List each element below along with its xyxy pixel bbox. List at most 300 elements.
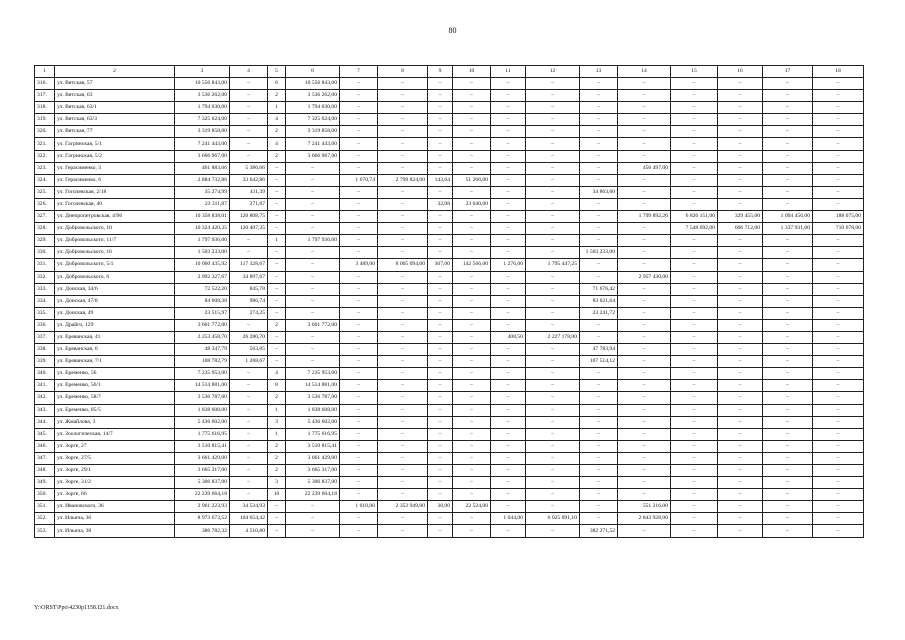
column-header: 18	[813, 66, 864, 78]
value-cell: –	[580, 404, 618, 416]
value-cell: –	[763, 465, 813, 477]
value-cell: –	[378, 428, 428, 440]
value-cell: –	[580, 259, 618, 271]
value-cell: –	[453, 283, 491, 295]
table-row	[35, 186, 864, 198]
value-cell: 10 556 843,00	[175, 78, 230, 90]
value-cell: 1 775 616,95	[175, 428, 230, 440]
column-header: 14	[618, 66, 671, 78]
value-cell: 2 957 430,00	[618, 271, 671, 283]
table-row	[35, 319, 864, 331]
value-cell: –	[718, 295, 763, 307]
value-cell: –	[453, 102, 491, 114]
value-cell: –	[453, 416, 491, 428]
value-cell: –	[718, 344, 763, 356]
value-cell: –	[428, 344, 453, 356]
value-cell: 14 514 881,00	[286, 380, 340, 392]
value-cell: 3 661 429,00	[286, 452, 340, 464]
value-cell: –	[268, 525, 286, 537]
value-cell: 2	[268, 126, 286, 138]
value-cell: 845,78	[230, 283, 268, 295]
value-cell: –	[230, 126, 268, 138]
value-cell: –	[428, 307, 453, 319]
column-header: 5	[268, 66, 286, 78]
value-cell: –	[428, 525, 453, 537]
value-cell: –	[813, 331, 864, 343]
value-cell: –	[671, 368, 718, 380]
value-cell: 107 514,12	[580, 356, 618, 368]
row-number-cell: 340.	[35, 368, 55, 380]
value-cell: –	[813, 477, 864, 489]
value-cell: –	[491, 174, 526, 186]
value-cell: –	[763, 319, 813, 331]
value-cell: 22 239 664,18	[286, 489, 340, 501]
value-cell: –	[268, 295, 286, 307]
value-cell: –	[813, 440, 864, 452]
value-cell: –	[286, 223, 340, 235]
value-cell: –	[671, 465, 718, 477]
value-cell: –	[378, 513, 428, 525]
value-cell: –	[286, 186, 340, 198]
value-cell: 1 044,00	[491, 513, 526, 525]
value-cell: –	[491, 126, 526, 138]
row-number-cell: 351.	[35, 501, 55, 513]
value-cell: 4	[268, 114, 286, 126]
value-cell: –	[618, 416, 671, 428]
table-row	[35, 307, 864, 319]
value-cell: –	[813, 78, 864, 90]
value-cell: –	[491, 501, 526, 513]
value-cell: –	[378, 211, 428, 223]
value-cell: –	[428, 356, 453, 368]
value-cell: –	[813, 392, 864, 404]
value-cell: 3 536 262,00	[286, 90, 340, 102]
row-number-cell: 339.	[35, 356, 55, 368]
value-cell: –	[268, 247, 286, 259]
table-row	[35, 440, 864, 452]
value-cell: –	[718, 174, 763, 186]
value-cell: –	[763, 114, 813, 126]
value-cell: –	[718, 259, 763, 271]
value-cell: –	[491, 344, 526, 356]
value-cell: 35 274,99	[175, 186, 230, 198]
value-cell: 408,50	[491, 331, 526, 343]
value-cell: 1 503 233,00	[580, 247, 618, 259]
value-cell: 7 241 443,00	[175, 138, 230, 150]
column-header: 13	[580, 66, 618, 78]
value-cell: 1	[268, 235, 286, 247]
value-cell: 4	[268, 138, 286, 150]
value-cell: –	[813, 186, 864, 198]
value-cell: –	[618, 138, 671, 150]
row-number-cell: 343.	[35, 404, 55, 416]
value-cell: –	[618, 525, 671, 537]
value-cell: 3 661 429,00	[175, 452, 230, 464]
value-cell: –	[763, 477, 813, 489]
value-cell: –	[618, 283, 671, 295]
value-cell: 551 216,00	[618, 501, 671, 513]
value-cell: –	[230, 416, 268, 428]
value-cell: –	[813, 368, 864, 380]
value-cell: –	[230, 138, 268, 150]
value-cell: –	[718, 126, 763, 138]
value-cell: –	[491, 283, 526, 295]
value-cell: –	[813, 501, 864, 513]
value-cell: –	[453, 271, 491, 283]
value-cell: 4	[268, 368, 286, 380]
address-cell: ул. Днепропетровская, 4/96	[55, 211, 175, 223]
value-cell: –	[286, 271, 340, 283]
value-cell: –	[718, 380, 763, 392]
value-cell: –	[268, 307, 286, 319]
value-cell: –	[718, 452, 763, 464]
value-cell: 143,64	[428, 174, 453, 186]
row-number-cell: 352.	[35, 513, 55, 525]
value-cell: –	[618, 477, 671, 489]
value-cell: –	[813, 150, 864, 162]
value-cell: –	[453, 247, 491, 259]
value-cell: 34 897,67	[230, 271, 268, 283]
value-cell: 1 276,00	[491, 259, 526, 271]
value-cell: –	[378, 271, 428, 283]
value-cell: 6 025 091,10	[526, 513, 580, 525]
value-cell: –	[618, 344, 671, 356]
row-number-cell: 345.	[35, 428, 55, 440]
value-cell: –	[453, 428, 491, 440]
value-cell: –	[618, 319, 671, 331]
value-cell: –	[340, 138, 378, 150]
value-cell: 3 536 787,00	[175, 392, 230, 404]
value-cell: 1 797 936,00	[286, 235, 340, 247]
value-cell: 5 436 602,00	[175, 416, 230, 428]
value-cell: –	[378, 186, 428, 198]
table-row	[35, 102, 864, 114]
table-row	[35, 477, 864, 489]
value-cell: –	[526, 525, 580, 537]
value-cell: –	[428, 247, 453, 259]
value-cell: –	[340, 368, 378, 380]
row-number-cell: 346.	[35, 440, 55, 452]
value-cell: –	[268, 344, 286, 356]
value-cell: 2 799 824,00	[378, 174, 428, 186]
value-cell: –	[491, 295, 526, 307]
value-cell: –	[526, 392, 580, 404]
table-row	[35, 247, 864, 259]
value-cell: –	[340, 198, 378, 210]
value-cell: –	[428, 331, 453, 343]
value-cell: –	[453, 186, 491, 198]
value-cell: –	[453, 138, 491, 150]
value-cell: 26 280,70	[230, 331, 268, 343]
value-cell: –	[580, 380, 618, 392]
table-row	[35, 150, 864, 162]
value-cell: –	[340, 223, 378, 235]
value-cell: 3 665 317,00	[175, 465, 230, 477]
value-cell: –	[340, 525, 378, 537]
value-cell: 7 325 624,00	[286, 114, 340, 126]
value-cell: –	[286, 501, 340, 513]
value-cell: –	[763, 525, 813, 537]
value-cell: –	[813, 235, 864, 247]
address-cell: ул. Добровольского, 5/1	[55, 259, 175, 271]
address-cell: ул. Добровольского, 11/7	[55, 235, 175, 247]
value-cell: –	[526, 198, 580, 210]
value-cell: –	[580, 416, 618, 428]
table-row	[35, 392, 864, 404]
value-cell: –	[378, 380, 428, 392]
value-cell: –	[286, 259, 340, 271]
value-cell: –	[453, 465, 491, 477]
value-cell: –	[718, 283, 763, 295]
table-row	[35, 259, 864, 271]
value-cell: 2 843 928,00	[618, 513, 671, 525]
value-cell: –	[428, 428, 453, 440]
value-cell: –	[491, 235, 526, 247]
value-cell: 271,87	[230, 198, 268, 210]
value-cell: –	[268, 174, 286, 186]
value-cell: 710 678,00	[813, 223, 864, 235]
value-cell: 1	[268, 102, 286, 114]
column-header: 11	[491, 66, 526, 78]
table-row	[35, 174, 864, 186]
column-header: 12	[526, 66, 580, 78]
value-cell: 8 973 673,52	[175, 513, 230, 525]
value-cell: –	[268, 356, 286, 368]
column-header: 10	[453, 66, 491, 78]
value-cell: 3 665 317,00	[286, 465, 340, 477]
value-cell: –	[671, 150, 718, 162]
value-cell: 2 227 178,00	[526, 331, 580, 343]
value-cell: –	[428, 223, 453, 235]
address-cell: ул. Донская, 47/8	[55, 295, 175, 307]
value-cell: 1 337 931,00	[763, 223, 813, 235]
value-cell: 142 566,00	[453, 259, 491, 271]
value-cell: –	[340, 392, 378, 404]
table-row	[35, 416, 864, 428]
table-row	[35, 368, 864, 380]
value-cell: –	[340, 186, 378, 198]
value-cell: –	[491, 307, 526, 319]
column-header: 1	[35, 66, 55, 78]
value-cell: 84 608,38	[175, 295, 230, 307]
value-cell: –	[491, 489, 526, 501]
row-number-cell: 334.	[35, 295, 55, 307]
value-cell: 2 253 458,70	[175, 331, 230, 343]
value-cell: –	[813, 513, 864, 525]
value-cell: –	[491, 380, 526, 392]
column-header: 8	[378, 66, 428, 78]
value-cell: –	[378, 489, 428, 501]
value-cell: 986,74	[230, 295, 268, 307]
value-cell: –	[763, 416, 813, 428]
value-cell: –	[526, 174, 580, 186]
value-cell: –	[813, 283, 864, 295]
value-cell: 7 235 953,00	[286, 368, 340, 380]
value-cell: –	[378, 126, 428, 138]
value-cell: –	[671, 114, 718, 126]
value-cell: –	[268, 198, 286, 210]
address-cell: ул. Зорге, 29/1	[55, 465, 175, 477]
value-cell: 3 319 858,00	[286, 126, 340, 138]
value-cell: 2 352 949,00	[378, 501, 428, 513]
value-cell: –	[491, 356, 526, 368]
address-cell: ул. Ереванская, 41	[55, 331, 175, 343]
value-cell: 456 497,00	[618, 162, 671, 174]
value-cell: –	[230, 102, 268, 114]
value-cell: 1 838 608,00	[286, 404, 340, 416]
table-row	[35, 162, 864, 174]
address-cell: ул. Драйго, 129	[55, 319, 175, 331]
table-row	[35, 501, 864, 513]
value-cell: 23 311,87	[175, 198, 230, 210]
value-cell: –	[268, 501, 286, 513]
table-row	[35, 525, 864, 537]
value-cell: –	[286, 295, 340, 307]
value-cell: –	[580, 126, 618, 138]
value-cell: –	[580, 211, 618, 223]
value-cell: –	[671, 452, 718, 464]
value-cell: 51 266,00	[453, 174, 491, 186]
value-cell: 1 799 892,26	[618, 211, 671, 223]
value-cell: –	[491, 477, 526, 489]
value-cell: –	[340, 78, 378, 90]
value-cell: 2	[268, 452, 286, 464]
value-cell: –	[378, 150, 428, 162]
value-cell: –	[813, 465, 864, 477]
address-cell: ул. Ивановского, 36	[55, 501, 175, 513]
address-cell: ул. Вятская, 57	[55, 78, 175, 90]
address-cell: ул. Добровольского, 10	[55, 223, 175, 235]
value-cell: –	[491, 465, 526, 477]
value-cell: 386 782,32	[175, 525, 230, 537]
value-cell: 1 775 616,95	[286, 428, 340, 440]
value-cell: –	[526, 138, 580, 150]
value-cell: –	[813, 114, 864, 126]
value-cell: –	[453, 90, 491, 102]
value-cell: –	[618, 392, 671, 404]
address-cell: ул. Вятская, 63/1	[55, 102, 175, 114]
address-cell: ул. Гоголевская, 2/18	[55, 186, 175, 198]
value-cell: 1	[268, 428, 286, 440]
column-number-row	[35, 66, 864, 78]
value-cell: –	[428, 283, 453, 295]
value-cell: –	[453, 368, 491, 380]
value-cell: –	[428, 465, 453, 477]
address-cell: ул. Еременко, 58/7	[55, 392, 175, 404]
value-cell: –	[526, 501, 580, 513]
value-cell: –	[340, 126, 378, 138]
row-number-cell: 332.	[35, 271, 55, 283]
value-cell: –	[813, 295, 864, 307]
value-cell: –	[671, 138, 718, 150]
value-cell: –	[428, 235, 453, 247]
value-cell: –	[378, 368, 428, 380]
value-cell: –	[813, 259, 864, 271]
value-cell: –	[813, 307, 864, 319]
row-number-cell: 337.	[35, 331, 55, 343]
value-cell: –	[453, 404, 491, 416]
value-cell: 2	[268, 392, 286, 404]
value-cell: –	[580, 223, 618, 235]
value-cell: –	[428, 78, 453, 90]
value-cell: –	[763, 368, 813, 380]
value-cell: –	[526, 344, 580, 356]
value-cell: –	[491, 319, 526, 331]
value-cell: –	[580, 162, 618, 174]
value-cell: –	[230, 392, 268, 404]
value-cell: –	[428, 489, 453, 501]
column-header: 15	[671, 66, 718, 78]
address-cell: ул. Гагринская, 5/1	[55, 138, 175, 150]
value-cell: 382 271,52	[580, 525, 618, 537]
address-cell: ул. Ильича, 38	[55, 525, 175, 537]
row-number-cell: 318.	[35, 102, 55, 114]
value-cell: 3 489,00	[340, 259, 378, 271]
value-cell: –	[340, 211, 378, 223]
row-number-cell: 323.	[35, 162, 55, 174]
value-cell: –	[813, 404, 864, 416]
value-cell: –	[453, 344, 491, 356]
value-cell: –	[453, 295, 491, 307]
value-cell: –	[813, 138, 864, 150]
value-cell: –	[453, 114, 491, 126]
value-cell: 3 666 967,00	[286, 150, 340, 162]
value-cell: –	[526, 295, 580, 307]
address-cell: ул. Зорге, 27	[55, 440, 175, 452]
value-cell: –	[618, 78, 671, 90]
value-cell: –	[813, 198, 864, 210]
value-cell: 1 010,00	[340, 501, 378, 513]
value-cell: –	[230, 114, 268, 126]
value-cell: –	[286, 356, 340, 368]
value-cell: –	[428, 114, 453, 126]
value-cell: –	[671, 126, 718, 138]
value-cell: –	[671, 513, 718, 525]
value-cell: 1 795 447,25	[526, 259, 580, 271]
value-cell: –	[618, 174, 671, 186]
value-cell: –	[286, 247, 340, 259]
value-cell: –	[268, 271, 286, 283]
value-cell: 5 306 837,00	[286, 477, 340, 489]
value-cell: –	[580, 440, 618, 452]
value-cell: –	[813, 489, 864, 501]
value-cell: 14 514 881,00	[175, 380, 230, 392]
value-cell: 2	[268, 150, 286, 162]
value-cell: –	[763, 392, 813, 404]
value-cell: –	[618, 428, 671, 440]
value-cell: –	[340, 247, 378, 259]
value-cell: –	[813, 525, 864, 537]
value-cell: –	[428, 404, 453, 416]
value-cell: –	[340, 162, 378, 174]
value-cell: –	[718, 368, 763, 380]
value-cell: –	[453, 331, 491, 343]
value-cell: 188 075,00	[813, 211, 864, 223]
value-cell: –	[453, 319, 491, 331]
table-row	[35, 331, 864, 343]
value-cell: –	[763, 247, 813, 259]
value-cell: 563,85	[230, 344, 268, 356]
value-cell: –	[230, 380, 268, 392]
value-cell: –	[763, 404, 813, 416]
table-row	[35, 513, 864, 525]
address-cell: ул. Зорге, 31/2	[55, 477, 175, 489]
value-cell: –	[453, 211, 491, 223]
value-cell: –	[671, 259, 718, 271]
value-cell: –	[526, 307, 580, 319]
value-cell: 72 522,20	[175, 283, 230, 295]
footer-file-path: Y:\ORST\Ppo\4230p1158.f21.docx	[34, 605, 119, 611]
